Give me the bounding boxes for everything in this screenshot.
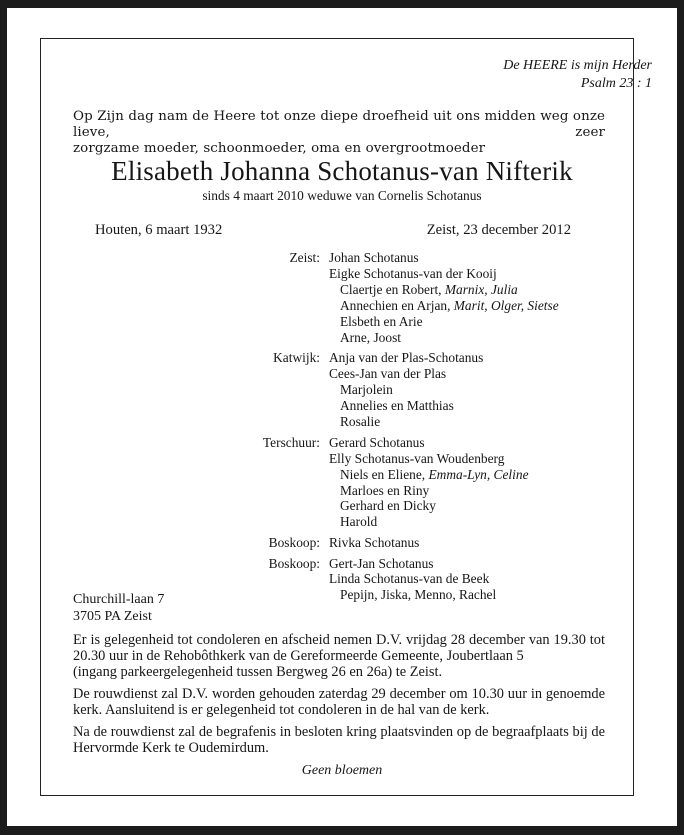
family-place: Katwijk:: [273, 350, 320, 366]
family-place: Boskoop:: [268, 534, 320, 550]
family-member: Harold: [340, 514, 378, 530]
intro-text: [73, 109, 605, 157]
condolence-paragraph: [73, 632, 605, 680]
grandchildren-names: Marnix, Julia: [444, 281, 518, 297]
family-member: Eigke Schotanus-van der Kooij: [329, 265, 497, 281]
widow-note: sinds 4 maart 2010 weduwe van Cornelis Schotanus: [202, 188, 482, 203]
paragraph-line: De rouwdienst zal D.V. worden gehouden zaterdag 29 december om 10.30 uur in genoemde: [73, 686, 605, 702]
closing-note: Geen bloemen: [301, 763, 383, 778]
intro-line: zorgzame moeder, schoonmoeder, oma en overgrootmoeder: [73, 141, 486, 156]
family-member: Elly Schotanus-van Woudenberg: [329, 450, 505, 466]
paragraph-line: Na de rouwdienst zal de begrafenis in besloten kring plaatsvinden op de begraafplaats bij de: [73, 724, 605, 740]
family-member: Gerhard en Dicky: [340, 498, 436, 514]
family-member: Annechien en Arjan, Marit, Olger, Sietse: [340, 297, 559, 313]
family-member: Marloes en Riny: [340, 482, 430, 498]
family-member: Linda Schotanus-van de Beek: [329, 571, 490, 587]
family-member: Gerard Schotanus: [329, 434, 425, 450]
paragraph-line: 20.30 uur in de Rehobôthkerk van de Gereformeerde Gemeente, Joubertlaan 5: [73, 648, 524, 664]
address-street: Churchill-laan 7: [73, 592, 165, 607]
paragraph-line: Hervormde Kerk te Oudemirdum.: [73, 740, 269, 756]
bible-reference: Psalm 23 : 1: [580, 76, 652, 91]
family-place: Zeist:: [289, 250, 320, 265]
family-member: Anja van der Plas-Schotanus: [329, 350, 484, 366]
grandchildren-names: Emma-Lyn, Celine: [428, 466, 529, 482]
family-member: Claertje en Robert, Marnix, Julia: [340, 281, 518, 297]
intro-line: Op Zijn dag nam de Heere tot onze diepe droefheid uit ons midden weg onze lieve, zeer: [73, 109, 605, 140]
family-member: Niels en Eliene, Emma-Lyn, Celine: [340, 466, 529, 482]
burial-paragraph: [73, 724, 605, 756]
family-member: Annelies en Matthias: [340, 398, 454, 414]
service-paragraph: [73, 686, 605, 718]
death-date: Zeist, 23 december 2012: [426, 222, 571, 238]
address-city: 3705 PA Zeist: [73, 609, 152, 624]
bible-motto: De HEERE is mijn Herder: [503, 58, 652, 73]
family-member: Cees-Jan van der Plas: [329, 366, 447, 382]
family-member: Arne, Joost: [340, 329, 401, 345]
deceased-name: Elisabeth Johanna Schotanus-van Nifterik: [111, 156, 573, 186]
family-place: Boskoop:: [268, 555, 320, 571]
paragraph-line: kerk. Aansluitend is er gelegenheid tot condoleren in de hal van de kerk.: [73, 702, 490, 718]
paragraph-line: (ingang parkeergelegenheid tussen Bergweg 26 en 26a) te Zeist.: [73, 664, 443, 680]
family-member: Rivka Schotanus: [329, 534, 420, 550]
family-member: Marjolein: [340, 382, 393, 398]
birth-date: Houten, 6 maart 1932: [95, 222, 223, 238]
family-member: Gert-Jan Schotanus: [329, 555, 434, 571]
family-place: Terschuur:: [262, 434, 320, 450]
paragraph-line: Er is gelegenheid tot condoleren en afscheid nemen D.V. vrijdag 28 december van 19.30 tot: [73, 632, 605, 648]
family-member: Pepijn, Jiska, Menno, Rachel: [340, 587, 497, 603]
family-member: Rosalie: [340, 414, 381, 430]
family-member: Johan Schotanus: [329, 250, 419, 265]
grandchildren-names: Marit, Olger, Sietse: [453, 297, 559, 313]
family-member: Elsbeth en Arie: [340, 313, 423, 329]
